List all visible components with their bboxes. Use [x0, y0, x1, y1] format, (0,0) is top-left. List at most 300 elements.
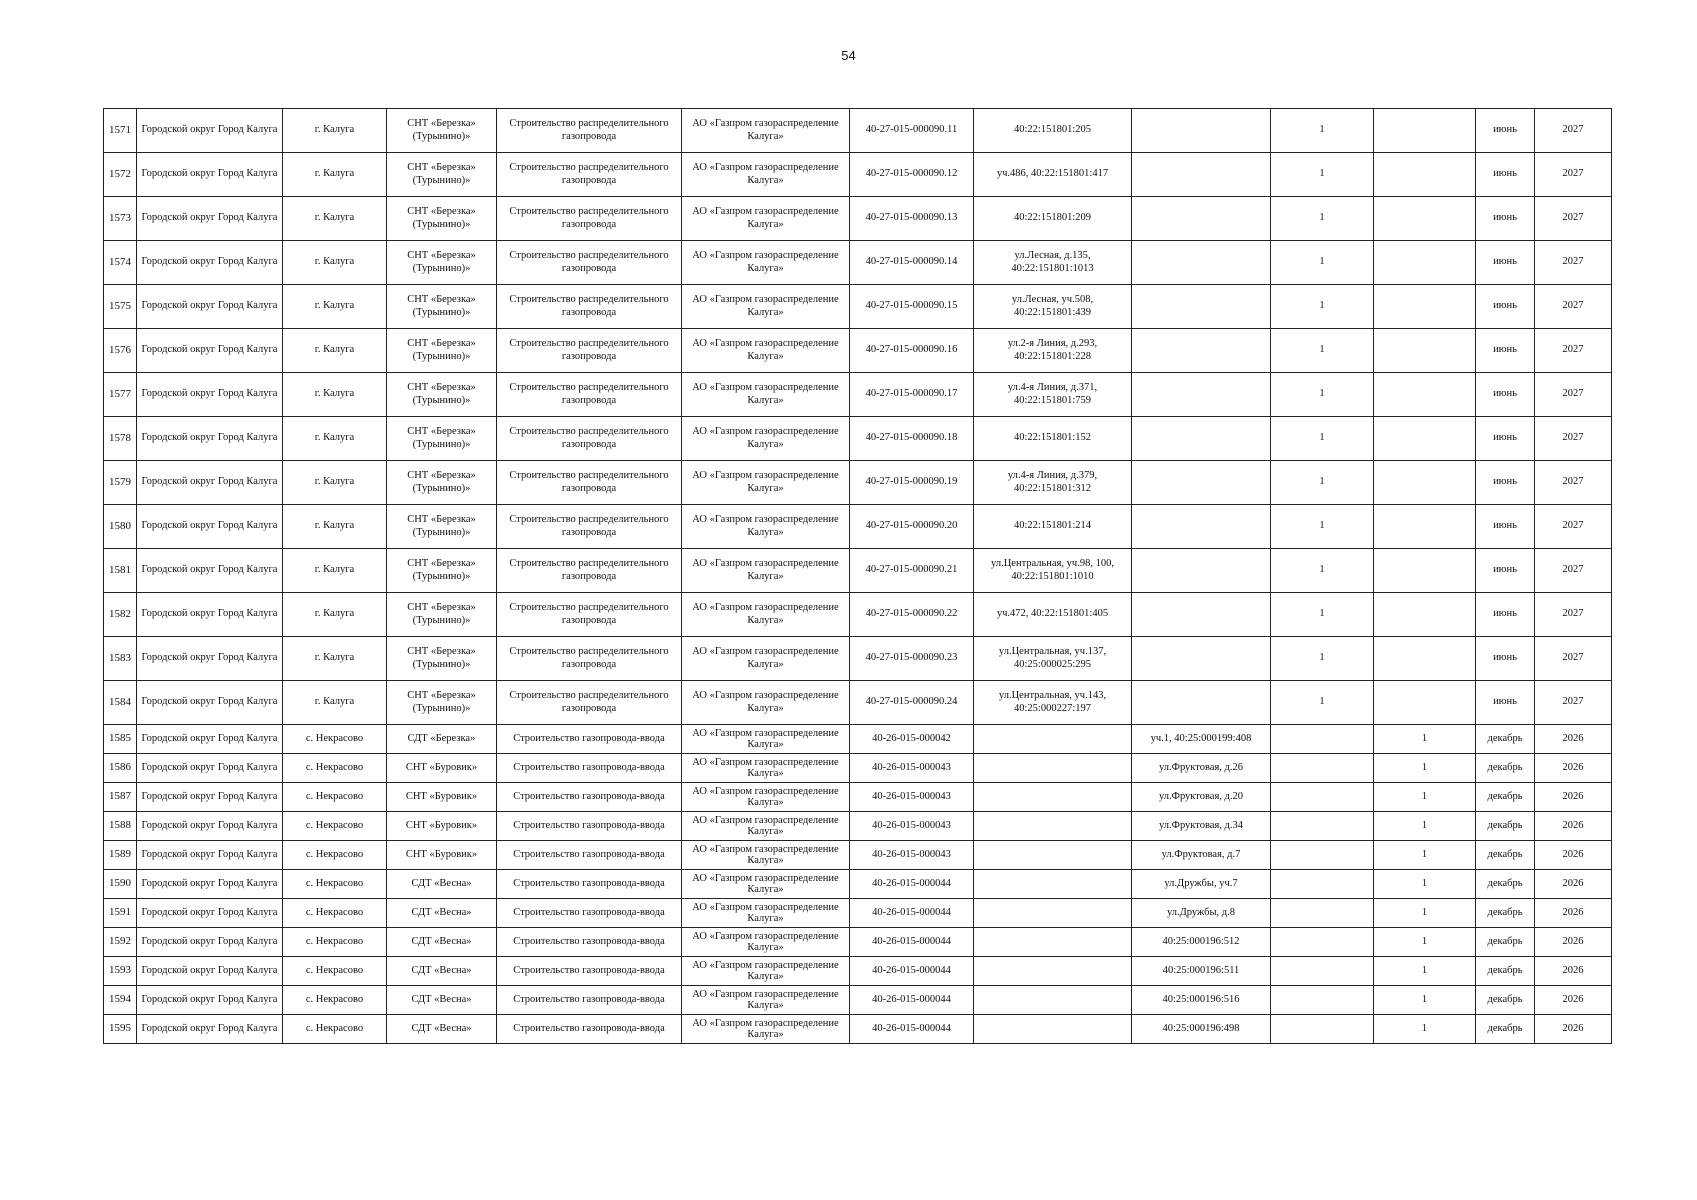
district-cell: Городской округ Город Калуга: [137, 549, 283, 593]
table-row: [104, 153, 1612, 197]
district-cell: Городской округ Город Калуга: [137, 957, 283, 986]
organization-cell: АО «Газпром газораспределение Калуга»: [682, 153, 850, 197]
count-cell: [1271, 957, 1374, 986]
month-cell: июнь: [1476, 681, 1535, 725]
work-type-cell: Строительство газопровода-ввода: [497, 870, 682, 899]
row-number: 1579: [104, 461, 137, 505]
address-alt-cell: ул.Дружбы, д.8: [1132, 899, 1271, 928]
address-cell: [974, 754, 1132, 783]
table-row: [104, 373, 1612, 417]
locality-cell: с. Некрасово: [283, 986, 387, 1015]
district-cell: Городской округ Город Калуга: [137, 754, 283, 783]
partnership-cell: СДТ «Весна»: [387, 1015, 497, 1044]
row-number: 1592: [104, 928, 137, 957]
count-cell: [1271, 725, 1374, 754]
row-number: 1587: [104, 783, 137, 812]
organization-cell: АО «Газпром газораспределение Калуга»: [682, 417, 850, 461]
count-alt-cell: 1: [1374, 986, 1476, 1015]
count-cell: 1: [1271, 461, 1374, 505]
year-cell: 2026: [1535, 986, 1612, 1015]
count-alt-cell: 1: [1374, 899, 1476, 928]
year-cell: 2027: [1535, 505, 1612, 549]
address-alt-cell: [1132, 637, 1271, 681]
address-alt-cell: [1132, 197, 1271, 241]
count-alt-cell: 1: [1374, 957, 1476, 986]
table-row: [104, 109, 1612, 153]
count-alt-cell: [1374, 593, 1476, 637]
count-alt-cell: 1: [1374, 841, 1476, 870]
count-alt-cell: 1: [1374, 783, 1476, 812]
page-number: 54: [841, 48, 856, 63]
program-code-cell: 40-27-015-000090.18: [850, 417, 974, 461]
locality-cell: с. Некрасово: [283, 841, 387, 870]
row-number: 1589: [104, 841, 137, 870]
program-code-cell: 40-27-015-000090.15: [850, 285, 974, 329]
count-cell: 1: [1271, 329, 1374, 373]
year-cell: 2026: [1535, 1015, 1612, 1044]
year-cell: 2026: [1535, 928, 1612, 957]
row-number: 1584: [104, 681, 137, 725]
address-cell: ул.4-я Линия, д.379, 40:22:151801:312: [974, 461, 1132, 505]
partnership-cell: СНТ «Березка» (Турынино)»: [387, 637, 497, 681]
year-cell: 2027: [1535, 153, 1612, 197]
count-cell: [1271, 1015, 1374, 1044]
month-cell: июнь: [1476, 197, 1535, 241]
count-alt-cell: [1374, 417, 1476, 461]
partnership-cell: СДТ «Весна»: [387, 899, 497, 928]
count-cell: [1271, 783, 1374, 812]
district-cell: Городской округ Город Калуга: [137, 505, 283, 549]
address-cell: 40:22:151801:152: [974, 417, 1132, 461]
address-alt-cell: [1132, 109, 1271, 153]
work-type-cell: Строительство распределительного газопровода: [497, 417, 682, 461]
organization-cell: АО «Газпром газораспределение Калуга»: [682, 549, 850, 593]
month-cell: июнь: [1476, 373, 1535, 417]
month-cell: декабрь: [1476, 1015, 1535, 1044]
locality-cell: г. Калуга: [283, 241, 387, 285]
table-row: [104, 593, 1612, 637]
organization-cell: АО «Газпром газораспределение Калуга»: [682, 329, 850, 373]
district-cell: Городской округ Город Калуга: [137, 417, 283, 461]
locality-cell: г. Калуга: [283, 637, 387, 681]
table-row: [104, 957, 1612, 986]
work-type-cell: Строительство газопровода-ввода: [497, 725, 682, 754]
table-row: [104, 812, 1612, 841]
work-type-cell: Строительство газопровода-ввода: [497, 812, 682, 841]
program-code-cell: 40-27-015-000090.13: [850, 197, 974, 241]
row-number: 1582: [104, 593, 137, 637]
table-row: [104, 899, 1612, 928]
count-alt-cell: [1374, 637, 1476, 681]
organization-cell: АО «Газпром газораспределение Калуга»: [682, 373, 850, 417]
month-cell: декабрь: [1476, 841, 1535, 870]
organization-cell: АО «Газпром газораспределение Калуга»: [682, 754, 850, 783]
work-type-cell: Строительство распределительного газопровода: [497, 241, 682, 285]
partnership-cell: СНТ «Березка» (Турынино)»: [387, 549, 497, 593]
year-cell: 2026: [1535, 725, 1612, 754]
address-alt-cell: 40:25:000196:512: [1132, 928, 1271, 957]
year-cell: 2027: [1535, 681, 1612, 725]
organization-cell: АО «Газпром газораспределение Калуга»: [682, 957, 850, 986]
organization-cell: АО «Газпром газораспределение Калуга»: [682, 870, 850, 899]
locality-cell: г. Калуга: [283, 109, 387, 153]
count-cell: 1: [1271, 197, 1374, 241]
table-row: [104, 754, 1612, 783]
row-number: 1578: [104, 417, 137, 461]
table-row: [104, 986, 1612, 1015]
district-cell: Городской округ Город Калуга: [137, 928, 283, 957]
district-cell: Городской округ Город Калуга: [137, 329, 283, 373]
program-code-cell: 40-27-015-000090.21: [850, 549, 974, 593]
work-type-cell: Строительство газопровода-ввода: [497, 841, 682, 870]
count-cell: 1: [1271, 109, 1374, 153]
address-alt-cell: уч.1, 40:25:000199:408: [1132, 725, 1271, 754]
count-cell: 1: [1271, 505, 1374, 549]
year-cell: 2027: [1535, 461, 1612, 505]
partnership-cell: СНТ «Буровик»: [387, 812, 497, 841]
partnership-cell: СНТ «Березка» (Турынино)»: [387, 593, 497, 637]
month-cell: июнь: [1476, 549, 1535, 593]
count-alt-cell: [1374, 109, 1476, 153]
row-number: 1595: [104, 1015, 137, 1044]
address-alt-cell: [1132, 153, 1271, 197]
address-cell: ул.Лесная, уч.508, 40:22:151801:439: [974, 285, 1132, 329]
work-type-cell: Строительство распределительного газопровода: [497, 329, 682, 373]
work-type-cell: Строительство газопровода-ввода: [497, 1015, 682, 1044]
district-cell: Городской округ Город Калуга: [137, 725, 283, 754]
address-cell: [974, 841, 1132, 870]
address-alt-cell: [1132, 505, 1271, 549]
program-code-cell: 40-27-015-000090.22: [850, 593, 974, 637]
work-type-cell: Строительство газопровода-ввода: [497, 928, 682, 957]
table-row: [104, 461, 1612, 505]
work-type-cell: Строительство газопровода-ввода: [497, 754, 682, 783]
program-code-cell: 40-27-015-000090.12: [850, 153, 974, 197]
locality-cell: г. Калуга: [283, 197, 387, 241]
year-cell: 2026: [1535, 870, 1612, 899]
address-alt-cell: ул.Дружбы, уч.7: [1132, 870, 1271, 899]
table-row: [104, 197, 1612, 241]
address-alt-cell: [1132, 417, 1271, 461]
locality-cell: с. Некрасово: [283, 754, 387, 783]
locality-cell: г. Калуга: [283, 153, 387, 197]
district-cell: Городской округ Город Калуга: [137, 593, 283, 637]
address-alt-cell: [1132, 329, 1271, 373]
month-cell: июнь: [1476, 505, 1535, 549]
address-alt-cell: ул.Фруктовая, д.34: [1132, 812, 1271, 841]
year-cell: 2027: [1535, 417, 1612, 461]
program-code-cell: 40-26-015-000044: [850, 957, 974, 986]
work-type-cell: Строительство распределительного газопровода: [497, 153, 682, 197]
partnership-cell: СДТ «Березка»: [387, 725, 497, 754]
locality-cell: с. Некрасово: [283, 1015, 387, 1044]
work-type-cell: Строительство распределительного газопровода: [497, 109, 682, 153]
work-type-cell: Строительство распределительного газопровода: [497, 505, 682, 549]
organization-cell: АО «Газпром газораспределение Калуга»: [682, 783, 850, 812]
count-alt-cell: 1: [1374, 870, 1476, 899]
row-number: 1574: [104, 241, 137, 285]
count-cell: [1271, 986, 1374, 1015]
month-cell: декабрь: [1476, 754, 1535, 783]
organization-cell: АО «Газпром газораспределение Калуга»: [682, 986, 850, 1015]
district-cell: Городской округ Город Калуга: [137, 681, 283, 725]
address-cell: 40:22:151801:209: [974, 197, 1132, 241]
locality-cell: с. Некрасово: [283, 870, 387, 899]
partnership-cell: СНТ «Березка» (Турынино)»: [387, 373, 497, 417]
month-cell: декабрь: [1476, 725, 1535, 754]
row-number: 1576: [104, 329, 137, 373]
table-row: [104, 241, 1612, 285]
partnership-cell: СДТ «Весна»: [387, 870, 497, 899]
work-type-cell: Строительство распределительного газопровода: [497, 197, 682, 241]
count-alt-cell: [1374, 241, 1476, 285]
address-cell: [974, 1015, 1132, 1044]
address-cell: 40:22:151801:205: [974, 109, 1132, 153]
address-alt-cell: 40:25:000196:498: [1132, 1015, 1271, 1044]
row-number: 1573: [104, 197, 137, 241]
count-alt-cell: [1374, 197, 1476, 241]
district-cell: Городской округ Город Калуга: [137, 461, 283, 505]
table-row: [104, 725, 1612, 754]
count-cell: 1: [1271, 373, 1374, 417]
organization-cell: АО «Газпром газораспределение Калуга»: [682, 505, 850, 549]
address-alt-cell: [1132, 461, 1271, 505]
row-number: 1580: [104, 505, 137, 549]
year-cell: 2027: [1535, 285, 1612, 329]
district-cell: Городской округ Город Калуга: [137, 109, 283, 153]
count-alt-cell: [1374, 461, 1476, 505]
row-number: 1590: [104, 870, 137, 899]
district-cell: Городской округ Город Калуга: [137, 870, 283, 899]
work-type-cell: Строительство распределительного газопровода: [497, 461, 682, 505]
district-cell: Городской округ Город Калуга: [137, 841, 283, 870]
partnership-cell: СНТ «Березка» (Турынино)»: [387, 197, 497, 241]
count-cell: [1271, 841, 1374, 870]
program-code-cell: 40-27-015-000090.19: [850, 461, 974, 505]
address-alt-cell: [1132, 241, 1271, 285]
organization-cell: АО «Газпром газораспределение Калуга»: [682, 197, 850, 241]
district-cell: Городской округ Город Калуга: [137, 153, 283, 197]
address-alt-cell: ул.Фруктовая, д.20: [1132, 783, 1271, 812]
locality-cell: г. Калуга: [283, 417, 387, 461]
program-code-cell: 40-26-015-000044: [850, 986, 974, 1015]
program-code-cell: 40-26-015-000044: [850, 1015, 974, 1044]
table-row: [104, 681, 1612, 725]
count-alt-cell: [1374, 549, 1476, 593]
partnership-cell: СНТ «Березка» (Турынино)»: [387, 241, 497, 285]
program-code-cell: 40-27-015-000090.20: [850, 505, 974, 549]
partnership-cell: СНТ «Березка» (Турынино)»: [387, 285, 497, 329]
row-number: 1585: [104, 725, 137, 754]
work-type-cell: Строительство распределительного газопровода: [497, 681, 682, 725]
year-cell: 2027: [1535, 329, 1612, 373]
table-row: [104, 783, 1612, 812]
locality-cell: г. Калуга: [283, 505, 387, 549]
gasification-table: [103, 108, 1612, 1044]
count-cell: 1: [1271, 153, 1374, 197]
locality-cell: с. Некрасово: [283, 899, 387, 928]
partnership-cell: СНТ «Березка» (Турынино)»: [387, 109, 497, 153]
table-row: [104, 417, 1612, 461]
count-alt-cell: 1: [1374, 1015, 1476, 1044]
count-alt-cell: 1: [1374, 725, 1476, 754]
month-cell: июнь: [1476, 241, 1535, 285]
organization-cell: АО «Газпром газораспределение Калуга»: [682, 928, 850, 957]
work-type-cell: Строительство распределительного газопровода: [497, 285, 682, 329]
table-row: [104, 637, 1612, 681]
address-alt-cell: 40:25:000196:516: [1132, 986, 1271, 1015]
program-code-cell: 40-26-015-000043: [850, 783, 974, 812]
locality-cell: г. Калуга: [283, 285, 387, 329]
partnership-cell: СНТ «Березка» (Турынино)»: [387, 461, 497, 505]
organization-cell: АО «Газпром газораспределение Калуга»: [682, 637, 850, 681]
year-cell: 2027: [1535, 593, 1612, 637]
table-row: [104, 1015, 1612, 1044]
work-type-cell: Строительство распределительного газопровода: [497, 593, 682, 637]
month-cell: декабрь: [1476, 812, 1535, 841]
month-cell: декабрь: [1476, 870, 1535, 899]
year-cell: 2026: [1535, 783, 1612, 812]
address-cell: [974, 812, 1132, 841]
count-cell: [1271, 754, 1374, 783]
month-cell: декабрь: [1476, 783, 1535, 812]
count-cell: [1271, 928, 1374, 957]
count-alt-cell: [1374, 153, 1476, 197]
organization-cell: АО «Газпром газораспределение Калуга»: [682, 109, 850, 153]
row-number: 1593: [104, 957, 137, 986]
organization-cell: АО «Газпром газораспределение Калуга»: [682, 681, 850, 725]
address-cell: уч.472, 40:22:151801:405: [974, 593, 1132, 637]
row-number: 1577: [104, 373, 137, 417]
count-cell: [1271, 812, 1374, 841]
address-cell: [974, 957, 1132, 986]
address-alt-cell: 40:25:000196:511: [1132, 957, 1271, 986]
month-cell: июнь: [1476, 153, 1535, 197]
address-alt-cell: [1132, 681, 1271, 725]
count-cell: 1: [1271, 593, 1374, 637]
address-cell: [974, 899, 1132, 928]
address-cell: 40:22:151801:214: [974, 505, 1132, 549]
year-cell: 2027: [1535, 197, 1612, 241]
program-code-cell: 40-26-015-000044: [850, 928, 974, 957]
address-cell: ул.Центральная, уч.98, 100, 40:22:151801:1010: [974, 549, 1132, 593]
locality-cell: г. Калуга: [283, 549, 387, 593]
work-type-cell: Строительство распределительного газопровода: [497, 637, 682, 681]
table-row: [104, 285, 1612, 329]
partnership-cell: СДТ «Весна»: [387, 928, 497, 957]
row-number: 1591: [104, 899, 137, 928]
year-cell: 2027: [1535, 109, 1612, 153]
program-code-cell: 40-26-015-000044: [850, 899, 974, 928]
locality-cell: с. Некрасово: [283, 957, 387, 986]
row-number: 1586: [104, 754, 137, 783]
address-alt-cell: [1132, 549, 1271, 593]
year-cell: 2027: [1535, 241, 1612, 285]
address-cell: [974, 986, 1132, 1015]
address-cell: [974, 870, 1132, 899]
locality-cell: с. Некрасово: [283, 725, 387, 754]
table-row: [104, 870, 1612, 899]
count-cell: [1271, 899, 1374, 928]
partnership-cell: СНТ «Буровик»: [387, 841, 497, 870]
address-cell: ул.2-я Линия, д.293, 40:22:151801:228: [974, 329, 1132, 373]
row-number: 1575: [104, 285, 137, 329]
partnership-cell: СНТ «Буровик»: [387, 754, 497, 783]
program-code-cell: 40-26-015-000043: [850, 754, 974, 783]
locality-cell: с. Некрасово: [283, 812, 387, 841]
row-number: 1572: [104, 153, 137, 197]
organization-cell: АО «Газпром газораспределение Калуга»: [682, 285, 850, 329]
month-cell: июнь: [1476, 461, 1535, 505]
month-cell: июнь: [1476, 109, 1535, 153]
district-cell: Городской округ Город Калуга: [137, 637, 283, 681]
count-cell: 1: [1271, 549, 1374, 593]
count-alt-cell: [1374, 681, 1476, 725]
address-cell: [974, 783, 1132, 812]
work-type-cell: Строительство газопровода-ввода: [497, 899, 682, 928]
table-row: [104, 549, 1612, 593]
locality-cell: с. Некрасово: [283, 783, 387, 812]
partnership-cell: СНТ «Буровик»: [387, 783, 497, 812]
year-cell: 2026: [1535, 812, 1612, 841]
table-row: [104, 841, 1612, 870]
row-number: 1581: [104, 549, 137, 593]
address-cell: ул.Центральная, уч.143, 40:25:000227:197: [974, 681, 1132, 725]
work-type-cell: Строительство распределительного газопровода: [497, 549, 682, 593]
locality-cell: г. Калуга: [283, 461, 387, 505]
organization-cell: АО «Газпром газораспределение Калуга»: [682, 899, 850, 928]
program-code-cell: 40-27-015-000090.16: [850, 329, 974, 373]
count-alt-cell: [1374, 329, 1476, 373]
count-cell: 1: [1271, 681, 1374, 725]
program-code-cell: 40-27-015-000090.24: [850, 681, 974, 725]
count-cell: 1: [1271, 637, 1374, 681]
organization-cell: АО «Газпром газораспределение Калуга»: [682, 593, 850, 637]
work-type-cell: Строительство газопровода-ввода: [497, 783, 682, 812]
district-cell: Городской округ Город Калуга: [137, 197, 283, 241]
address-cell: [974, 725, 1132, 754]
district-cell: Городской округ Город Калуга: [137, 783, 283, 812]
address-alt-cell: [1132, 593, 1271, 637]
count-alt-cell: 1: [1374, 928, 1476, 957]
count-cell: 1: [1271, 417, 1374, 461]
district-cell: Городской округ Город Калуга: [137, 285, 283, 329]
program-code-cell: 40-26-015-000043: [850, 841, 974, 870]
partnership-cell: СДТ «Весна»: [387, 957, 497, 986]
month-cell: июнь: [1476, 637, 1535, 681]
count-cell: 1: [1271, 241, 1374, 285]
organization-cell: АО «Газпром газораспределение Калуга»: [682, 725, 850, 754]
organization-cell: АО «Газпром газораспределение Калуга»: [682, 241, 850, 285]
address-cell: ул.4-я Линия, д.371, 40:22:151801:759: [974, 373, 1132, 417]
partnership-cell: СНТ «Березка» (Турынино)»: [387, 681, 497, 725]
locality-cell: г. Калуга: [283, 329, 387, 373]
count-alt-cell: [1374, 373, 1476, 417]
locality-cell: с. Некрасово: [283, 928, 387, 957]
district-cell: Городской округ Город Калуга: [137, 373, 283, 417]
address-cell: уч.486, 40:22:151801:417: [974, 153, 1132, 197]
district-cell: Городской округ Город Калуга: [137, 1015, 283, 1044]
work-type-cell: Строительство газопровода-ввода: [497, 986, 682, 1015]
work-type-cell: Строительство распределительного газопровода: [497, 373, 682, 417]
district-cell: Городской округ Город Калуга: [137, 986, 283, 1015]
month-cell: июнь: [1476, 593, 1535, 637]
address-cell: ул.Лесная, д.135, 40:22:151801:1013: [974, 241, 1132, 285]
month-cell: июнь: [1476, 417, 1535, 461]
program-code-cell: 40-27-015-000090.23: [850, 637, 974, 681]
month-cell: декабрь: [1476, 928, 1535, 957]
month-cell: декабрь: [1476, 899, 1535, 928]
